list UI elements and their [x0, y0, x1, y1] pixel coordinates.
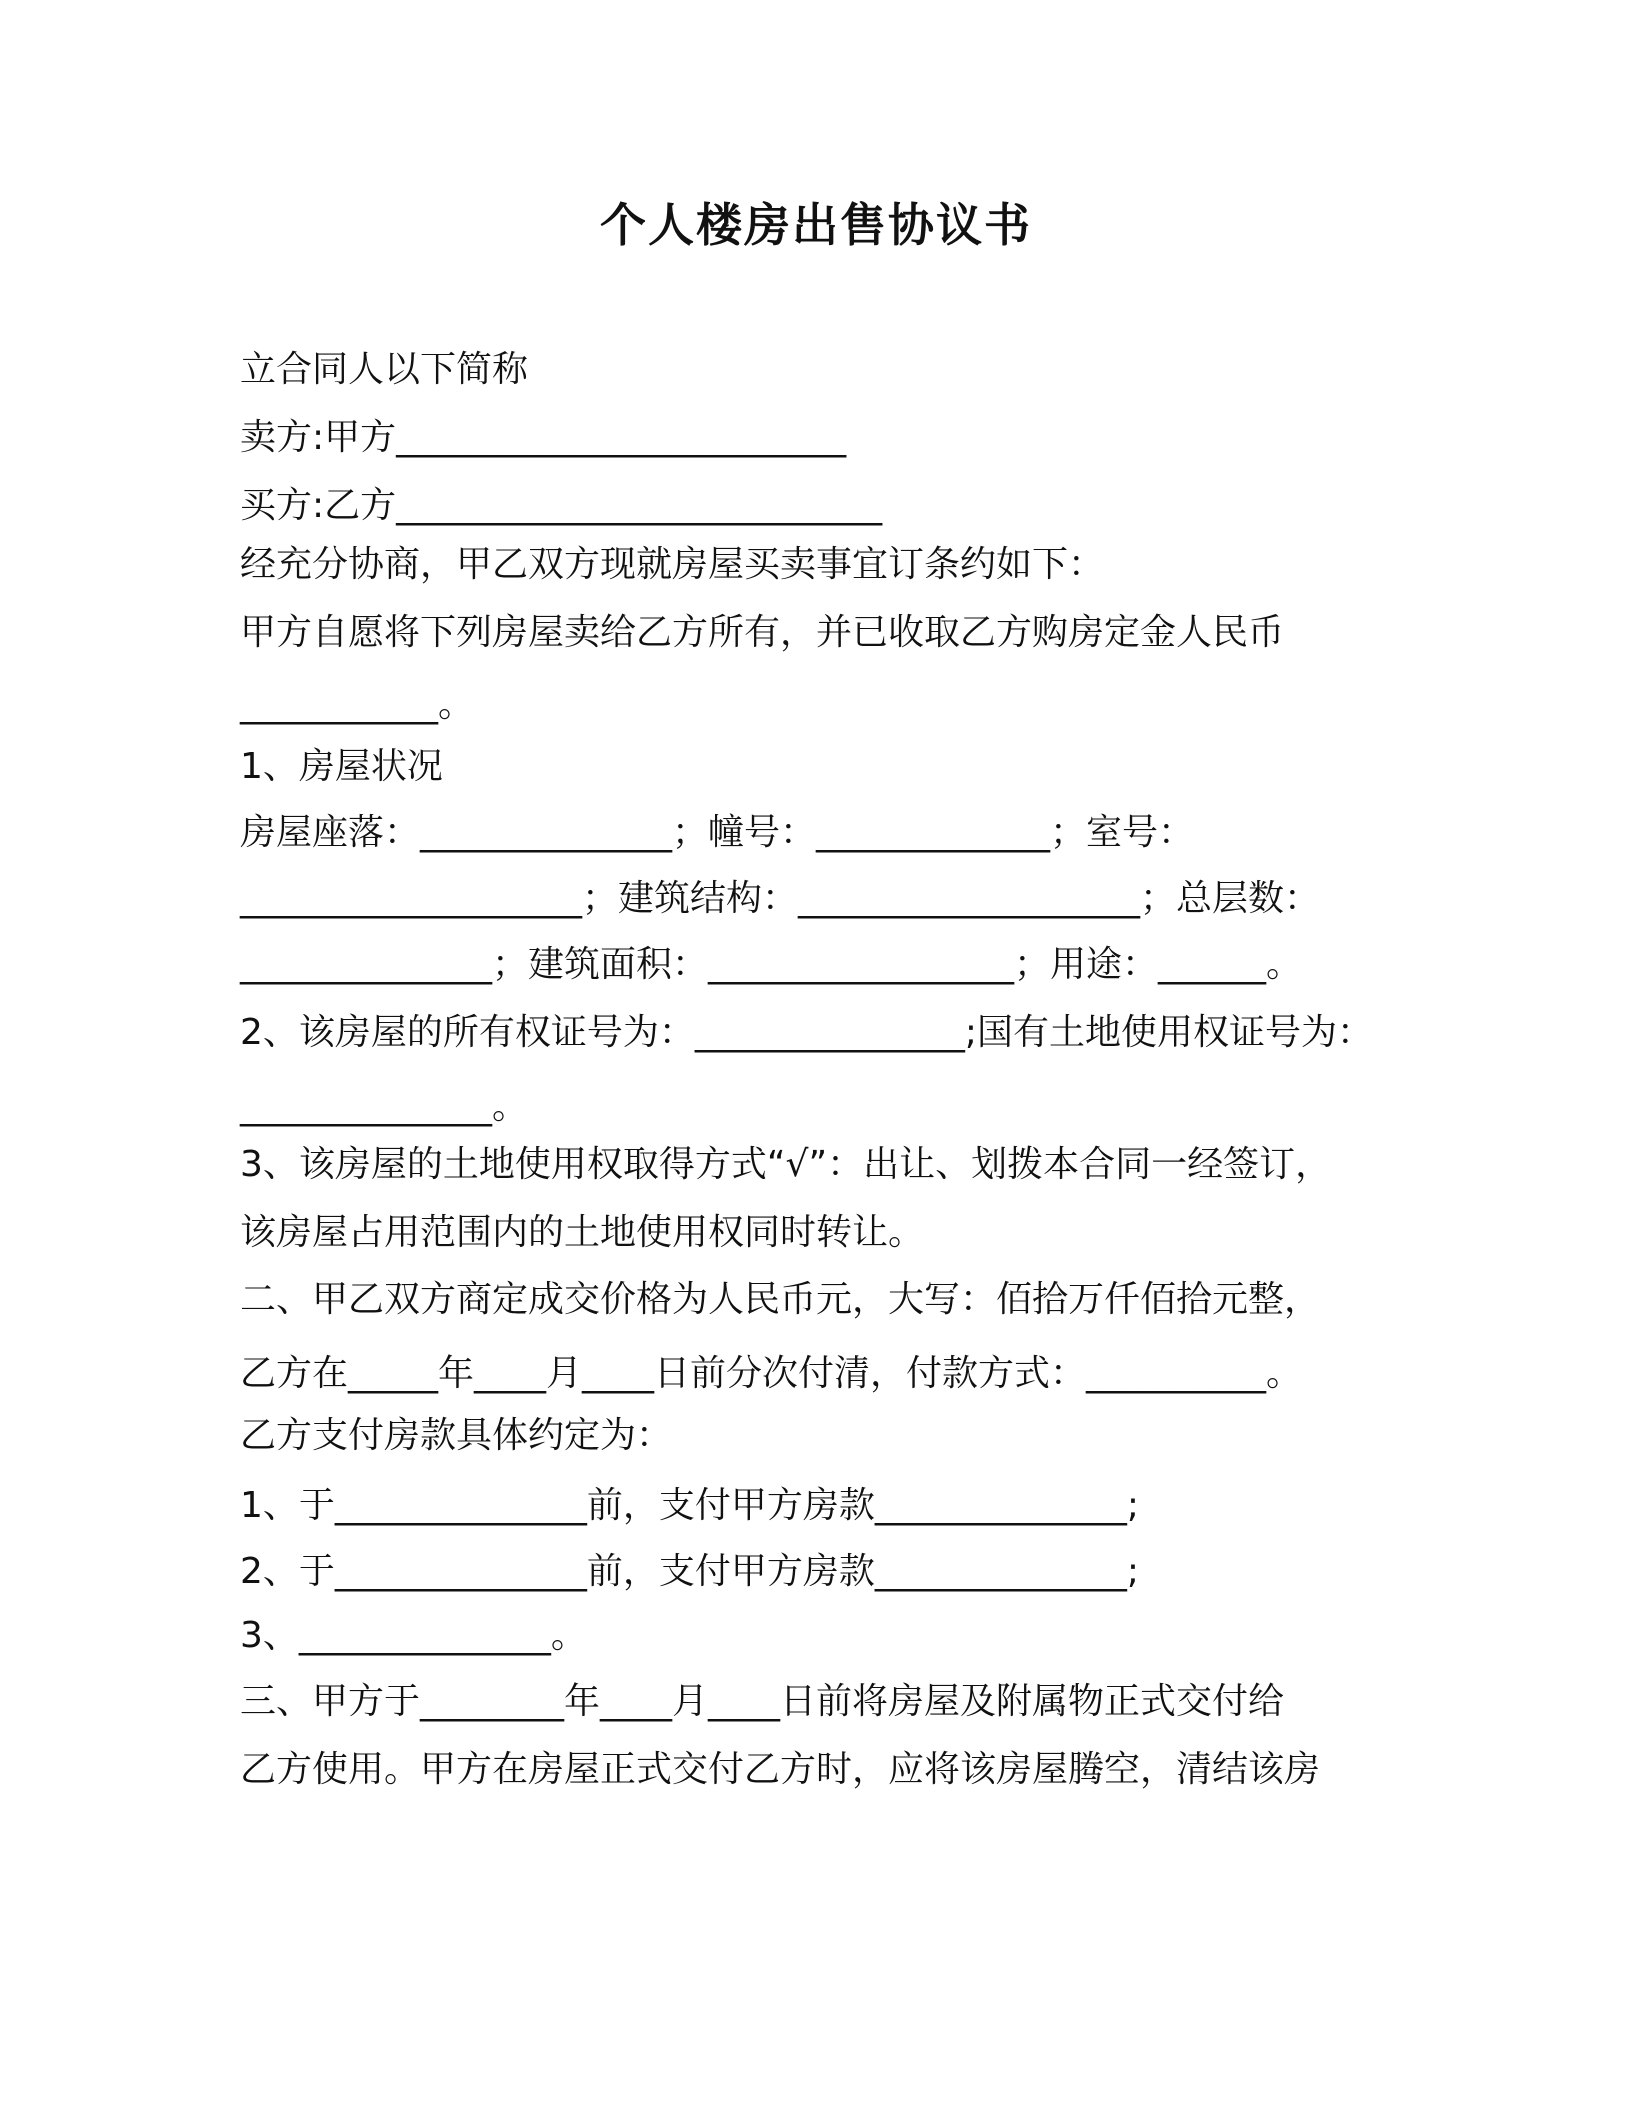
certificate-line: 2、该房屋的所有权证号为：_______________;国有土地使用权证号为： [240, 1012, 1374, 1053]
land-transfer-line: 该房屋占用范围内的土地使用权同时转让。 [240, 1212, 925, 1253]
payment-deadline-line: 乙方在_____年____月____日前分次付清，付款方式：__________。 [240, 1353, 1303, 1394]
payment-item-1: 1、于______________前，支付甲方房款______________; [240, 1485, 1140, 1526]
payment-item-2: 2、于______________前，支付甲方房款______________; [240, 1551, 1140, 1592]
seller-line: 卖方:甲方_________________________ [240, 417, 847, 458]
house-location-line: 房屋座落：______________；幢号：_____________；室号： [240, 812, 1195, 853]
delivery-line: 三、甲方于________年____月____日前将房屋及附属物正式交付给 [240, 1681, 1285, 1722]
document-title: 个人楼房出售协议书 [600, 198, 1032, 252]
payment-item-3: 3、______________。 [240, 1615, 587, 1656]
intro-heading: 立合同人以下简称 [240, 349, 529, 390]
deposit-line: 甲方自愿将下列房屋卖给乙方所有，并已收取乙方购房定金人民币 [240, 612, 1285, 653]
negotiation-line: 经充分协商，甲乙双方现就房屋买卖事宜订条约如下： [240, 544, 1105, 585]
price-line: 二、甲乙双方商定成交价格为人民币元，大写：佰拾万仟佰拾元整， [240, 1279, 1321, 1320]
deposit-amount-line: ___________。 [240, 684, 475, 725]
payment-terms-heading: 乙方支付房款具体约定为： [240, 1415, 673, 1456]
house-area-line: ______________；建筑面积：_________________；用途：______。 [240, 944, 1303, 985]
certificate-blank-line: ______________。 [240, 1086, 528, 1127]
land-use-line: 3、该房屋的土地使用权取得方式“√”：出让、划拨本合同一经签订， [240, 1144, 1332, 1185]
section-1-heading: 1、房屋状况 [240, 746, 443, 787]
buyer-line: 买方:乙方___________________________ [240, 485, 883, 526]
house-structure-line: ___________________；建筑结构：___________________；总层数： [240, 878, 1321, 919]
delivery-condition-line: 乙方使用。甲方在房屋正式交付乙方时，应将该房屋腾空，清结该房 [240, 1749, 1321, 1790]
